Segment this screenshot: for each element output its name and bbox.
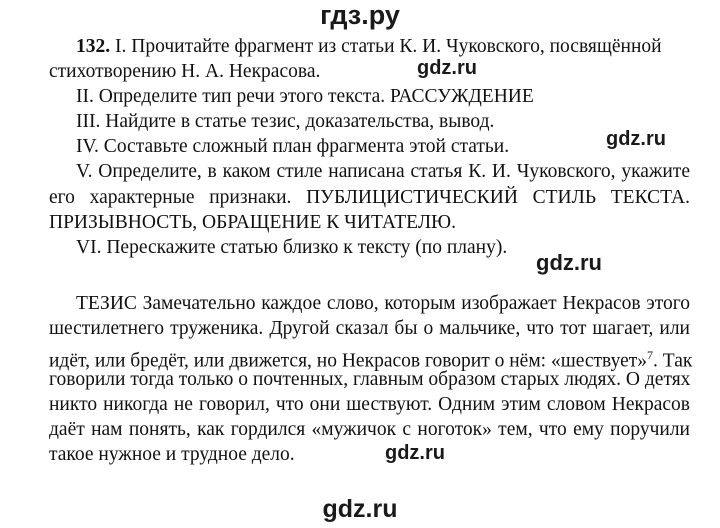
thesis-line-3-tail: . Так: [653, 350, 693, 372]
thesis-line-5: никто никогда не говорил, что они шествуют. Одним этим словом Некрасов: [49, 394, 690, 415]
thesis-line-2: шестилетнего труженика. Другой сказал бы о мальчике, что тот шагает, или: [49, 318, 690, 339]
exercise-line-8: ПРИЗЫВНОСТЬ, ОБРАЩЕНИЕ К ЧИТАТЕЛЮ.: [49, 212, 456, 233]
footnote-mark: 7: [647, 348, 654, 362]
exercise-line-7: его характерные признаки. ПУБЛИЦИСТИЧЕСКИЙ СТИЛЬ ТЕКСТА.: [49, 187, 690, 208]
watermark-bottom: gdz.ru: [322, 495, 398, 523]
thesis-line-3-text: идёт, или бредёт, или движется, но Некрасов говорит о нём: «шествует»: [49, 350, 648, 372]
exercise-line-1: [76, 35, 690, 59]
exercise-text: I. Прочитайте фрагмент из статьи К. И. Чуковского, посвящённой: [110, 36, 662, 57]
watermark-1: gdz.ru: [417, 57, 477, 79]
exercise-line-5: IV. Составьте сложный план фрагмента этой статьи.: [76, 136, 510, 157]
exercise-line-9: VI. Перескажите статью близко к тексту (по плану).: [76, 237, 508, 258]
watermark-2: gdz.ru: [606, 128, 666, 150]
thesis-line-7: такое нужное и трудное дело.: [49, 444, 295, 465]
watermark-top: гдз.ру: [320, 0, 400, 30]
exercise-line-4: III. Найдите в статье тезис, доказательства, вывод.: [76, 111, 495, 132]
watermark-4: gdz.ru: [385, 442, 445, 464]
exercise-line-6: V. Определите, в каком стиле написана статья К. И. Чуковского, укажите: [76, 161, 690, 182]
exercise-number: 132.: [76, 36, 111, 57]
thesis-line-1: ТЕЗИС Замечательно каждое слово, которым изображает Некрасов этого: [76, 293, 690, 314]
watermark-3: gdz.ru: [536, 250, 602, 275]
thesis-line-6: даёт нам понять, как гордился «мужичок с ноготок» тем, что ему поручили: [49, 419, 690, 440]
exercise-line-2: стихотворению Н. А. Некрасова.: [49, 61, 321, 82]
thesis-line-4: говорили тогда только о почтенных, главным образом старых людях. О детях: [49, 369, 691, 390]
exercise-line-3: II. Определите тип речи этого текста. РАССУЖДЕНИЕ: [76, 86, 534, 107]
